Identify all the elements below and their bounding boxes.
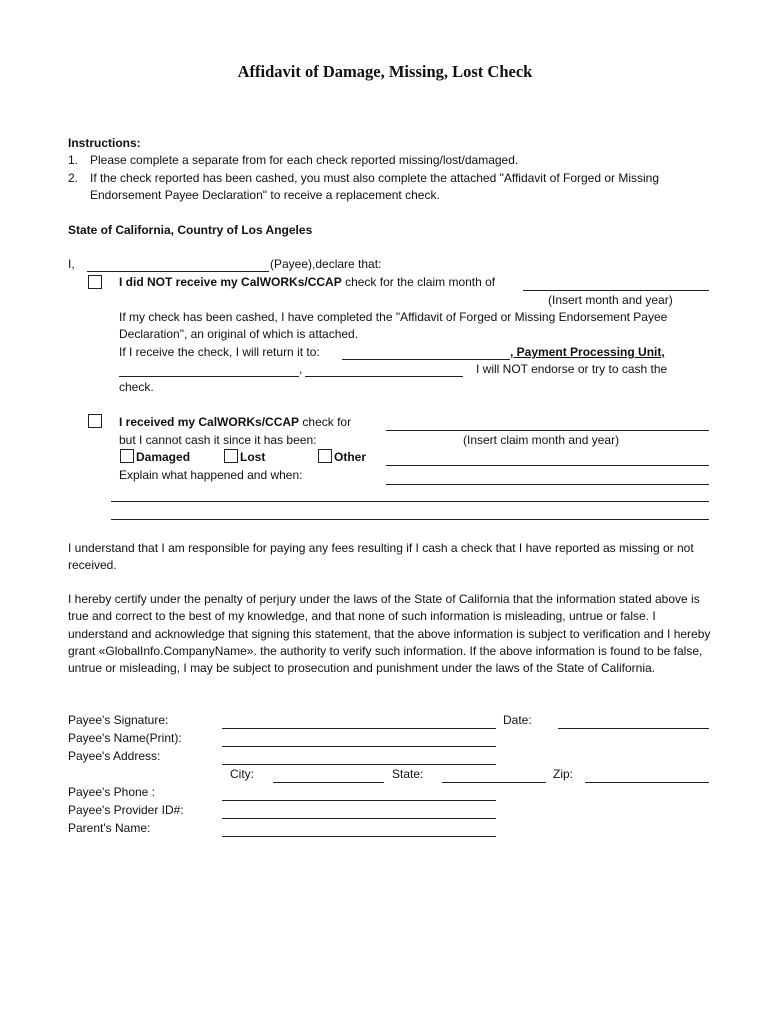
- instruction-2-text-line1: If the check reported has been cashed, you must also complete the attached "Affidavit of Forged or Missing: [90, 171, 660, 185]
- not-received-checkbox[interactable]: [88, 275, 102, 289]
- date-blank[interactable]: [558, 728, 709, 729]
- received-checkbox[interactable]: [88, 414, 102, 428]
- explain-blank-2[interactable]: [111, 501, 709, 502]
- option1-return-text: If I receive the check, I will return it to:: [119, 345, 320, 359]
- option2-bold-label: I received my CalWORKs/CCAP: [119, 415, 300, 429]
- phone-label: Payee's Phone :: [68, 785, 156, 799]
- endorse-text: I will NOT endorse or try to cash the: [476, 362, 668, 376]
- explain-text: Explain what happened and when:: [119, 468, 303, 482]
- option1-label: [119, 275, 495, 290]
- option2-label: [119, 415, 351, 430]
- claim-month-blank-2[interactable]: [386, 430, 709, 431]
- claim-month-blank[interactable]: [523, 290, 709, 291]
- city-label: City:: [230, 767, 254, 781]
- instruction-2-text-line2: Endorsement Payee Declaration" to receive a replacement check.: [90, 188, 440, 202]
- address-blank[interactable]: [222, 764, 496, 765]
- address-comma: ,: [299, 362, 303, 376]
- option1-bold-label: I did NOT receive my CalWORKs/CCAP: [119, 275, 342, 289]
- address-blank-1[interactable]: [119, 376, 299, 377]
- instruction-1-number: 1.: [68, 153, 79, 167]
- signature-label: Payee's Signature:: [68, 713, 169, 727]
- payee-name-blank[interactable]: [87, 271, 269, 272]
- cannot-cash-text: but I cannot cash it since it has been:: [119, 433, 317, 447]
- option1-label-rest: check for the claim month of: [345, 275, 496, 289]
- instructions-heading: Instructions:: [68, 136, 141, 150]
- signature-blank[interactable]: [222, 728, 496, 729]
- lost-label: Lost: [240, 450, 266, 464]
- option1-text-line1: If my check has been cashed, I have completed the "Affidavit of Forged or Missing Endorsement Payee: [119, 310, 668, 324]
- lost-checkbox[interactable]: [224, 449, 238, 463]
- zip-label: Zip:: [553, 767, 574, 781]
- document-title: Affidavit of Damage, Missing, Lost Check: [237, 62, 533, 81]
- other-checkbox[interactable]: [318, 449, 332, 463]
- option1-insert-hint: (Insert month and year): [548, 293, 673, 307]
- zip-blank[interactable]: [585, 782, 709, 783]
- option1-text-line2: Declaration", an original of which is attached.: [119, 327, 359, 341]
- jurisdiction-text: State of California, Country of Los Angeles: [68, 223, 313, 237]
- parent-name-blank[interactable]: [222, 836, 496, 837]
- damaged-checkbox[interactable]: [120, 449, 134, 463]
- provider-id-blank[interactable]: [222, 818, 496, 819]
- phone-blank[interactable]: [222, 800, 496, 801]
- certification-statement: I hereby certify under the penalty of perjury under the laws of the State of California that the information stated above is true and correct to the best of my knowledge, and that none of such information is misleading, untrue or false. I understand and acknowledge that signing this statement, that the above information is subject to verification and I hereby grant «GlobalInfo.CompanyName». the authority to verify such information. If the above information is found to be false, untrue or misleading, I may be subject to prosecution and punishment under the laws of the State of California.: [68, 592, 711, 676]
- explain-blank-3[interactable]: [111, 519, 709, 520]
- damaged-label: Damaged: [136, 450, 191, 464]
- declarant-prefix: I,: [68, 257, 75, 271]
- payee-declare-text: (Payee),declare that:: [270, 257, 382, 271]
- parent-name-label: Parent's Name:: [68, 821, 151, 835]
- check-word: check.: [119, 380, 154, 394]
- address-label: Payee's Address:: [68, 749, 161, 763]
- state-blank[interactable]: [442, 782, 546, 783]
- state-label: State:: [392, 767, 424, 781]
- option2-label-rest: check for: [302, 415, 352, 429]
- other-label: Other: [334, 450, 367, 464]
- date-label: Date:: [503, 713, 532, 727]
- option2-insert-hint: (Insert claim month and year): [463, 433, 620, 447]
- name-print-label: Payee's Name(Print):: [68, 731, 182, 745]
- instruction-1-text: Please complete a separate from for each check reported missing/lost/damaged.: [90, 153, 519, 167]
- responsibility-statement: I understand that I am responsible for paying any fees resulting if I cash a check that I have reported as missing or not received.: [68, 541, 694, 573]
- other-explain-blank[interactable]: [386, 465, 709, 466]
- payment-processing-unit: , Payment Processing Unit,: [510, 345, 665, 359]
- address-blank-2[interactable]: [305, 376, 463, 377]
- explain-blank-1[interactable]: [386, 484, 709, 485]
- name-print-blank[interactable]: [222, 746, 496, 747]
- provider-id-label: Payee's Provider ID#:: [68, 803, 184, 817]
- instruction-2-number: 2.: [68, 171, 79, 185]
- return-to-blank[interactable]: [342, 359, 510, 360]
- city-blank[interactable]: [273, 782, 384, 783]
